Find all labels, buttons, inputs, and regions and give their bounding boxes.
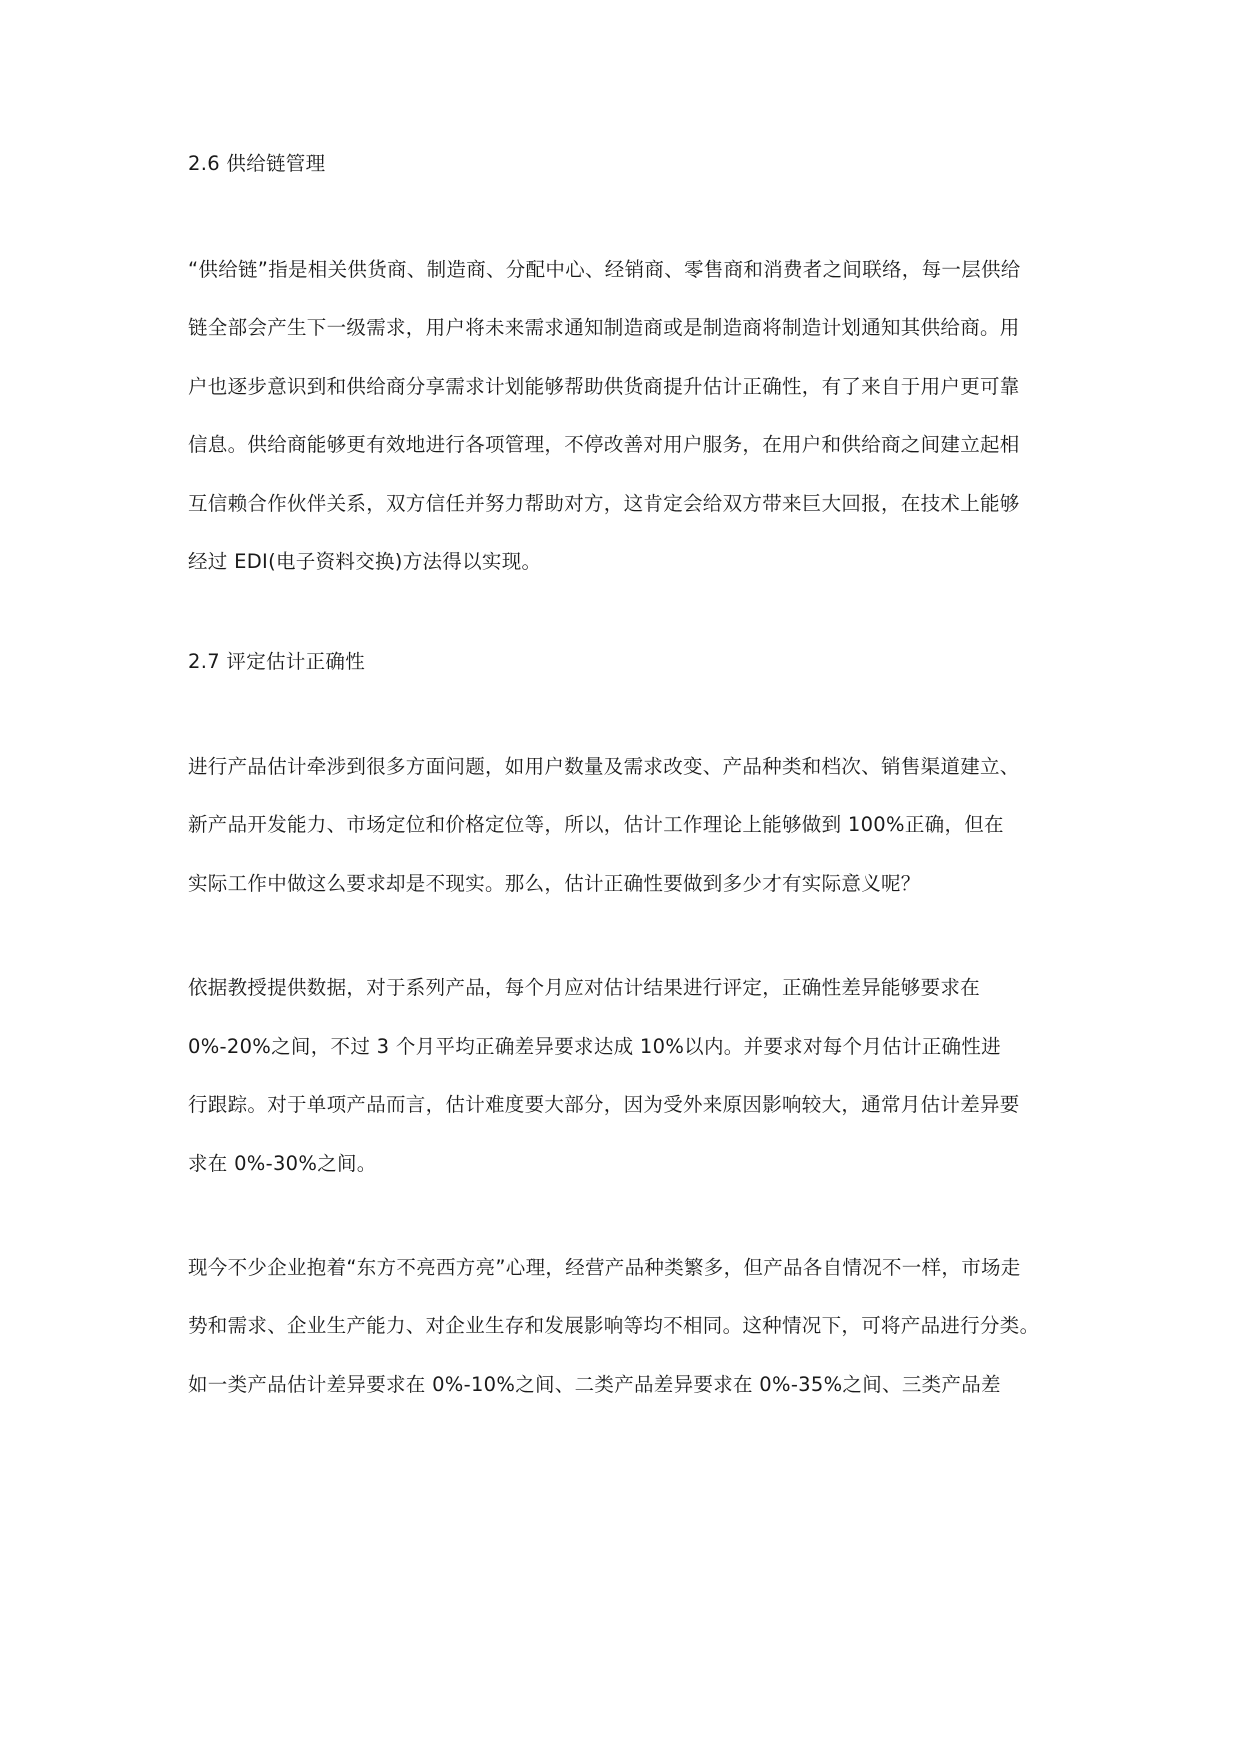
paragraph-line: 现今不少企业抱着“东方不亮西方亮”心理，经营产品种类繁多，但产品各自情况不一样，市场走: [188, 1256, 1021, 1279]
paragraph-line: 进行产品估计牵涉到很多方面问题，如用户数量及需求改变、产品种类和档次、销售渠道建立、: [188, 755, 1020, 778]
paragraph-line: 如一类产品估计差异要求在 0%-10%之间、二类产品差异要求在 0%-35%之间、三类产品差: [188, 1373, 1001, 1396]
section-heading-2-7: 2.7 评定估计正确性: [188, 650, 366, 673]
paragraph-line: 依据教授提供数据，对于系列产品，每个月应对估计结果进行评定，正确性差异能够要求在: [188, 976, 981, 999]
paragraph-line: 势和需求、企业生产能力、对企业生存和发展影响等均不相同。这种情况下，可将产品进行分类。: [188, 1314, 1040, 1337]
paragraph-line: “供给链”指是相关供货商、制造商、分配中心、经销商、零售商和消费者之间联络，每一层供给: [188, 258, 1021, 281]
paragraph-line: 互信赖合作伙伴关系，双方信任并努力帮助对方，这肯定会给双方带来巨大回报，在技术上能够: [188, 492, 1020, 515]
paragraph-line: 链全部会产生下一级需求，用户将未来需求通知制造商或是制造商将制造计划通知其供给商。用: [188, 316, 1020, 339]
paragraph-line: 经过 EDI(电子资料交换)方法得以实现。: [188, 550, 542, 573]
paragraph-line: 行跟踪。对于单项产品而言，估计难度要大部分，因为受外来原因影响较大，通常月估计差异要: [188, 1093, 1020, 1116]
paragraph-line: 求在 0%-30%之间。: [188, 1152, 377, 1175]
paragraph-line: 新产品开发能力、市场定位和价格定位等，所以，估计工作理论上能够做到 100%正确，但在: [188, 813, 1004, 836]
section-heading-2-6: 2.6 供给链管理: [188, 152, 326, 175]
paragraph-line: 0%-20%之间，不过 3 个月平均正确差异要求达成 10%以内。并要求对每个月估计正确性进: [188, 1035, 1001, 1058]
paragraph-line: 信息。供给商能够更有效地进行各项管理，不停改善对用户服务，在用户和供给商之间建立起相: [188, 433, 1020, 456]
paragraph-line: 户也逐步意识到和供给商分享需求计划能够帮助供货商提升估计正确性，有了来自于用户更可靠: [188, 375, 1020, 398]
paragraph-line: 实际工作中做这么要求却是不现实。那么，估计正确性要做到多少才有实际意义呢？: [188, 872, 921, 895]
